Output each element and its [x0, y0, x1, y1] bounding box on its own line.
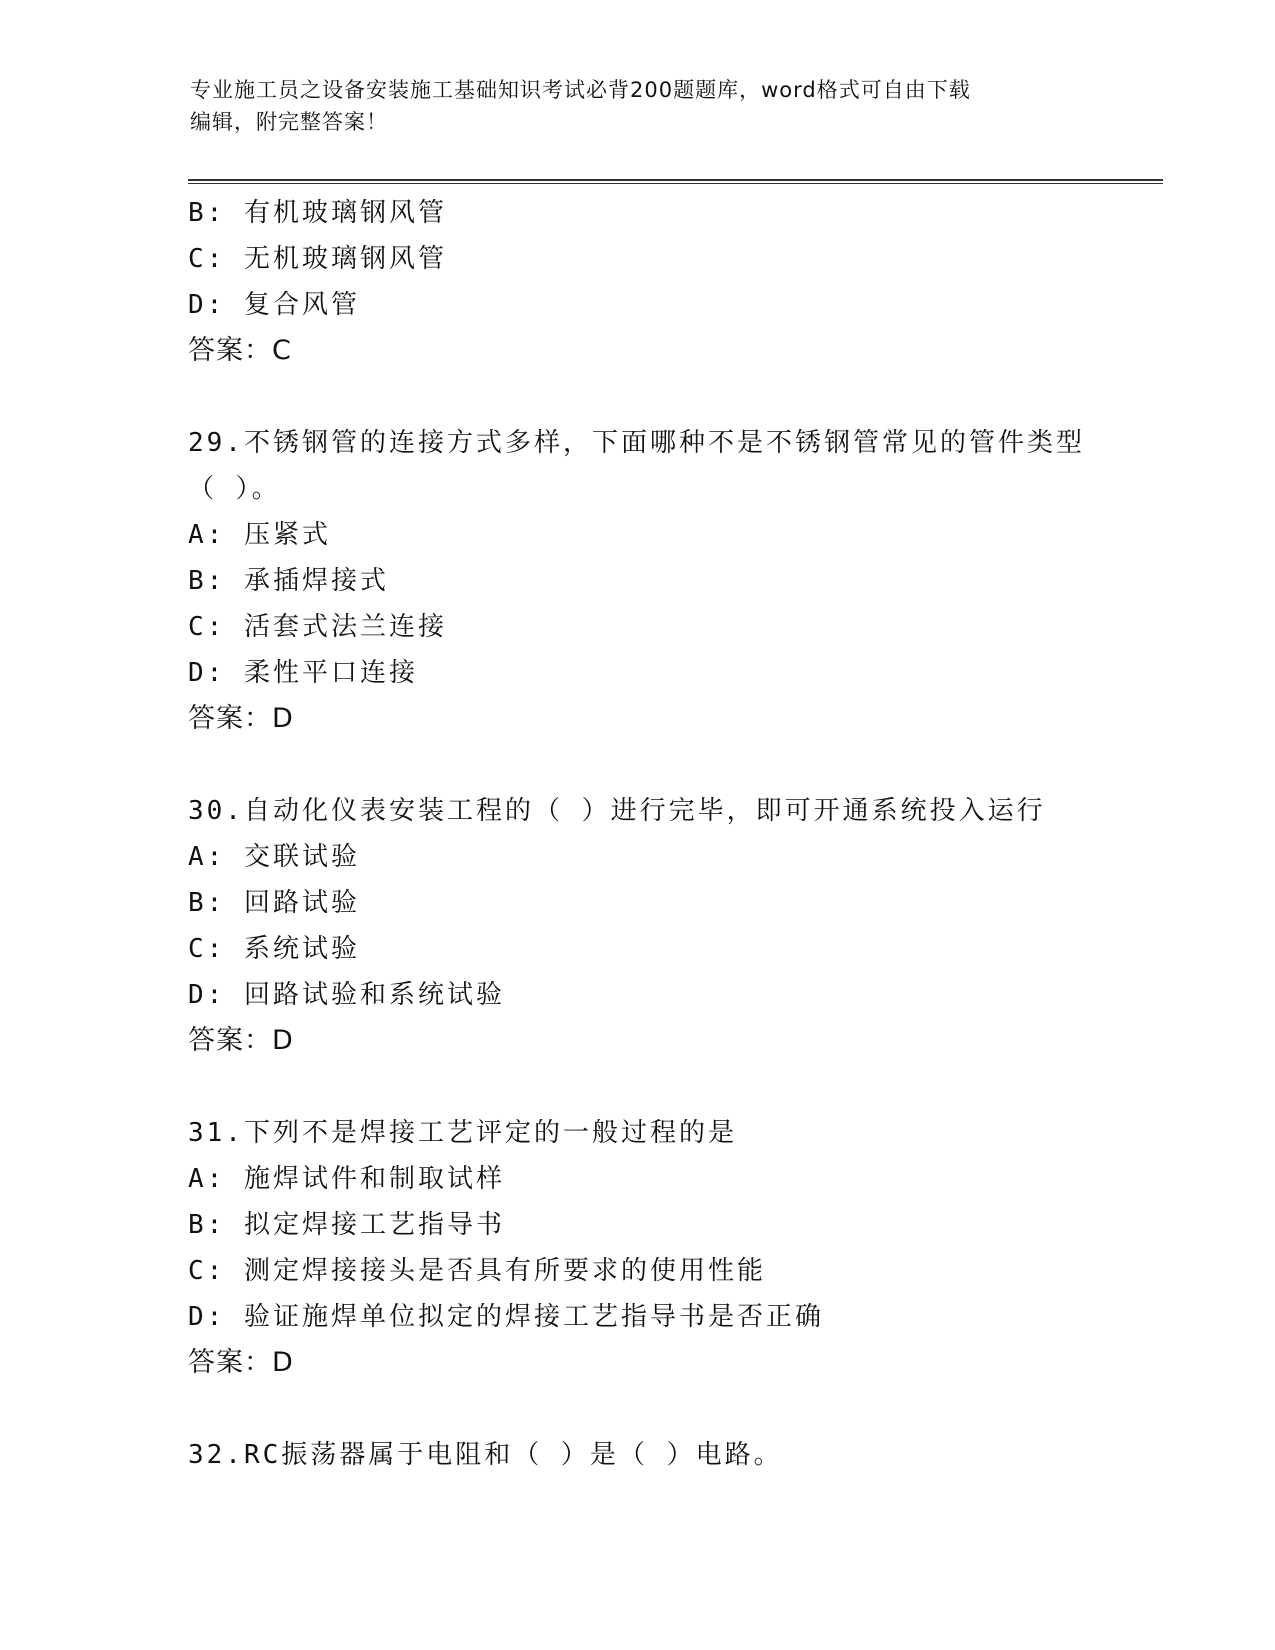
option-b: B: 拟定焊接工艺指导书 [188, 1210, 505, 1240]
document-header [190, 74, 1090, 138]
question-stem-line-1: 29.不锈钢管的连接方式多样，下面哪种不是不锈钢管常见的管件类型 [188, 428, 1085, 458]
option-d: D: 柔性平口连接 [188, 658, 418, 688]
spacer [188, 374, 1148, 420]
question-32 [188, 1432, 1148, 1478]
answer-line: 答案：D [188, 1347, 294, 1378]
option-d: D: 复合风管 [188, 290, 360, 320]
option-c: C: 系统试验 [188, 934, 360, 964]
answer-line: 答案：D [188, 703, 294, 734]
header-title-line-2: 编辑，附完整答案！ [190, 110, 388, 134]
spacer [188, 1064, 1148, 1110]
header-title-line-1: 专业施工员之设备安装施工基础知识考试必背200题题库，word格式可自由下载 [190, 78, 971, 102]
question-list [188, 190, 1148, 1478]
option-d: D: 回路试验和系统试验 [188, 980, 505, 1010]
option-c: C: 无机玻璃钢风管 [188, 244, 447, 274]
option-c: C: 活套式法兰连接 [188, 612, 447, 642]
question-31 [188, 1110, 1148, 1386]
question-stem: 31.下列不是焊接工艺评定的一般过程的是 [188, 1118, 737, 1148]
answer-line: 答案：D [188, 1025, 294, 1056]
question-30 [188, 788, 1148, 1064]
header-divider [188, 179, 1163, 184]
question-29 [188, 420, 1148, 742]
option-a: A: 压紧式 [188, 520, 331, 550]
question-28 [188, 190, 1148, 374]
option-b: B: 回路试验 [188, 888, 360, 918]
option-b: B: 有机玻璃钢风管 [188, 198, 447, 228]
spacer [188, 742, 1148, 788]
option-c: C: 测定焊接接头是否具有所要求的使用性能 [188, 1256, 766, 1286]
option-a: A: 施焊试件和制取试样 [188, 1164, 505, 1194]
answer-line: 答案：C [188, 335, 292, 366]
question-stem: 32.RC振荡器属于电阻和（ ）是（ ）电路。 [188, 1440, 783, 1470]
option-d: D: 验证施焊单位拟定的焊接工艺指导书是否正确 [188, 1302, 824, 1332]
question-stem-line-2: （ ）。 [188, 474, 281, 504]
option-a: A: 交联试验 [188, 842, 360, 872]
option-b: B: 承插焊接式 [188, 566, 389, 596]
question-stem: 30.自动化仪表安装工程的（ ）进行完毕，即可开通系统投入运行 [188, 796, 1046, 826]
spacer [188, 1386, 1148, 1432]
